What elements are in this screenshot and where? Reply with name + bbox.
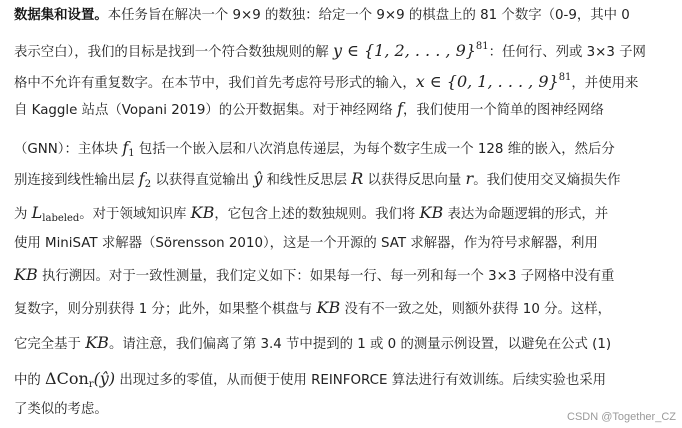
text-run: 中的: [14, 373, 46, 388]
math-symbol: L: [31, 203, 43, 222]
paragraph-line-7: [14, 202, 608, 224]
paragraph-line-13: [14, 399, 108, 421]
math-superscript: 81: [558, 72, 572, 83]
paragraph-line-2: [14, 36, 646, 58]
text-run: 自 Kaggle 站点（Vopani 2019）的公开数据集。对于神经网络: [14, 103, 398, 118]
paragraph-line-1: [14, 5, 630, 27]
math-symbol: KB: [85, 333, 109, 352]
paragraph-line-8: [14, 233, 598, 255]
text-run: 它完全基于: [14, 337, 86, 352]
watermark: CSDN @Together_CZ: [567, 411, 676, 423]
section-heading: 数据集和设置。: [14, 8, 108, 23]
math-symbol: KB: [316, 298, 341, 317]
math-symbol: ŷ: [253, 169, 263, 188]
paragraph-line-4: [14, 98, 604, 120]
text-run: ，我们使用一个简单的图神经网络: [403, 103, 604, 118]
math-symbol: f: [122, 138, 129, 157]
math-superscript: 81: [475, 41, 489, 52]
text-run: 。请注意，我们偏离了第 3.4 节中提到的 1 或 0 的测量示例设置，以避免在公式 (1): [108, 337, 612, 352]
math-input-set: x ∈ {0, 1, . . . , 9}: [415, 72, 559, 91]
text-run: ，它包含上述的数独规则。我们将: [214, 207, 420, 222]
math-solution-set: y ∈ {1, 2, . . . , 9}: [332, 41, 476, 60]
text-run: 出现过多的零值，从而便于使用 REINFORCE 算法进行有效训练。后续实验也采用: [115, 373, 606, 388]
text-run: 。对于领域知识库: [79, 207, 191, 222]
math-subscript: r: [88, 379, 94, 390]
text-run: 了类似的考虑。: [14, 402, 108, 417]
text-run: 执行溯因。对于一致性测量，我们定义如下：如果每一行、每一列和每一个 3×3 子网格中没有重: [37, 269, 615, 284]
text-run: 。我们使用交叉熵损失作: [473, 173, 621, 188]
math-symbol: KB: [419, 203, 444, 222]
math-symbol: KB: [14, 265, 38, 284]
text-run: 本任务旨在解决一个 9×9 的数独：给定一个 9×9 的棋盘上的 81 个数字（0-9，其中 0: [107, 8, 630, 23]
paragraph-line-11: [14, 332, 611, 354]
text-run: 别连接到线性输出层: [14, 173, 139, 188]
math-symbol: KB: [190, 203, 215, 222]
paragraph-line-9: [14, 264, 614, 286]
math-symbol: r: [465, 169, 474, 188]
paragraph-line-10: [14, 297, 611, 319]
math-symbol: f: [397, 99, 403, 118]
paragraph-line-3: [14, 67, 638, 89]
text-run: 表达为命题逻辑的形式，并: [443, 207, 609, 222]
text-run: ，并使用来: [571, 76, 639, 91]
math-subscript: labeled: [42, 213, 80, 224]
text-run: 以获得直觉输出: [151, 173, 254, 188]
text-run: 格中不允许有重复数字。在本节中，我们首先考虑符号形式的输入，: [14, 76, 416, 91]
text-run: 没有不一致之处，则额外获得 10 分。这样，: [340, 302, 612, 317]
text-run: 表示空白），我们的目标是找到一个符合数独规则的解: [14, 45, 333, 60]
math-argument: (ŷ): [93, 369, 116, 388]
text-run: （GNN）：主体块: [14, 142, 123, 157]
text-run: 复数字，则分别获得 1 分；此外，如果整个棋盘与: [14, 302, 317, 317]
text-run: 使用 MiniSAT 求解器（Sörensson 2010），这是一个开源的 SAT 求解器，作为符号求解器，利用: [14, 236, 598, 251]
text-run: 以获得反思向量: [363, 173, 466, 188]
text-run: ：任何行、列或 3×3 子网: [488, 45, 646, 60]
paragraph-line-6: [14, 168, 620, 190]
paragraph-line-5: [14, 137, 615, 159]
text-run: 包括一个嵌入层和八次消息传递层，为每个数字生成一个 128 维的嵌入，然后分: [134, 142, 615, 157]
math-delta-con: ΔCon: [45, 369, 89, 388]
paragraph-line-12: [14, 368, 606, 390]
text-run: 为: [14, 207, 32, 222]
math-subscript: 2: [144, 179, 152, 190]
math-subscript: 1: [128, 148, 135, 159]
math-symbol: f: [138, 169, 145, 188]
math-symbol: R: [351, 169, 364, 188]
text-run: 和线性反思层: [262, 173, 352, 188]
